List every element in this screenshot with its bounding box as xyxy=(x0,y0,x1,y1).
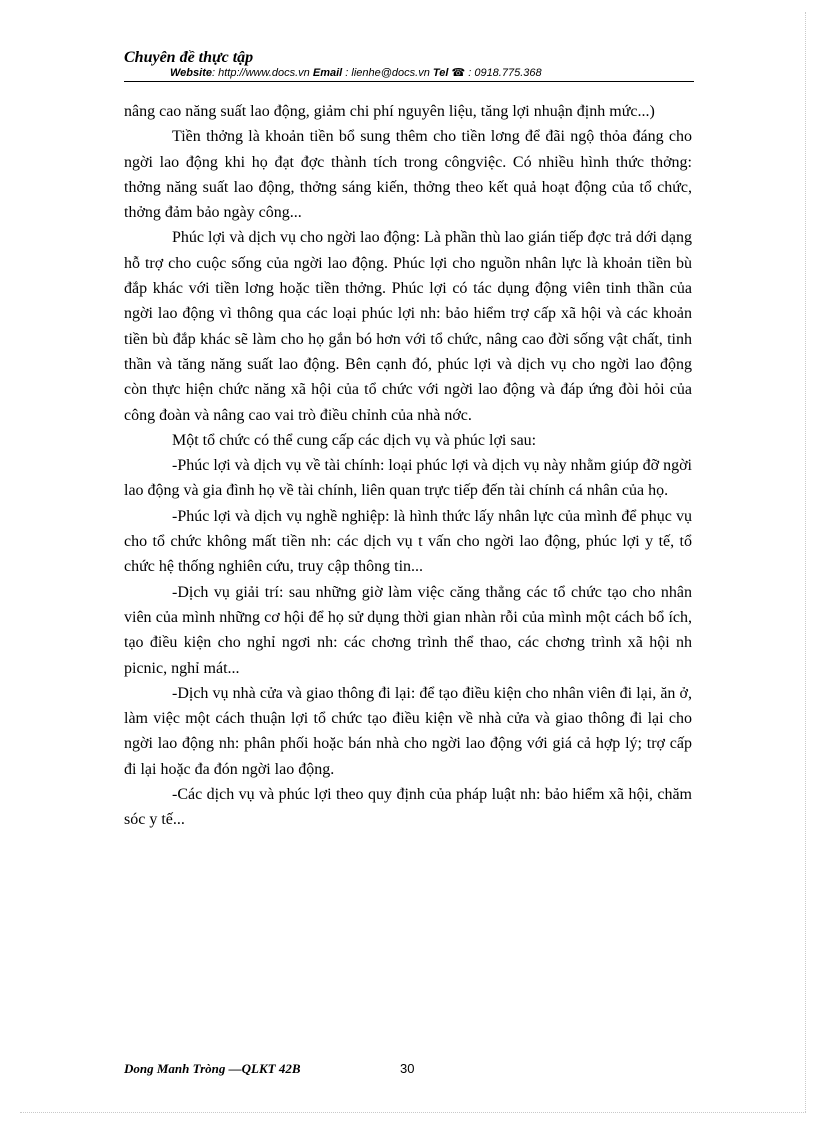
header-divider xyxy=(124,81,694,82)
footer-author: Dong Manh Tròng —QLKT 42B xyxy=(124,1061,301,1076)
email-value[interactable]: : lienhe@docs.vn xyxy=(342,67,430,79)
page-number: 30 xyxy=(400,1061,415,1076)
paragraph: -Các dịch vụ và phúc lợi theo quy định của pháp luật nh: bảo hiểm xã hội, chăm sóc y tế... xyxy=(124,786,692,829)
paragraph: Tiền thởng là khoản tiền bổ sung thêm cho tiền lơng để đãi ngộ thỏa đáng cho ngời lao động khi họ đạt đợc thành tích trong côngviệc. Có nhiều hình thức thởng: thởng năng suất lao động, thởng sáng kiến, thởng theo kết quả hoạt động của tổ chức, thởng đảm bảo ngày công... xyxy=(124,128,692,222)
page-header xyxy=(124,49,694,80)
paragraph: -Dịch vụ nhà cửa và giao thông đi lại: để tạo điều kiện cho nhân viên đi lại, ăn ở, làm việc một cách thuận lợi tổ chức tạo điều kiện về nhà cửa và giao thông đi lại cho ngời lao động nh: phân phối hoặc bán nhà cho ngời lao động với giá cả hợp lý; trợ cấp đi lại hoặc đa đón ngời lao động. xyxy=(124,684,692,778)
website-value[interactable]: : http://www.docs.vn xyxy=(211,67,310,79)
paragraph: -Phúc lợi và dịch vụ nghề nghiệp: là hình thức lấy nhân lực của mình để phục vụ cho tổ chức không mất tiền nh: các dịch vụ t vấn cho ngời lao động, phúc lợi y tế, tổ chức hệ thống nghiên cứu, truy cập thông tin... xyxy=(124,507,692,576)
paragraph: nâng cao năng suất lao động, giảm chi phí nguyên liệu, tăng lợi nhuận định mức...) xyxy=(124,103,655,120)
paragraph: -Dịch vụ giải trí: sau những giờ làm việc căng thẳng các tổ chức tạo cho nhân viên của mình những cơ hội để họ sử dụng thời gian nhàn rỗi của mình một cách bổ ích, tạo điều kiện cho nghỉ ngơi nh: các chơng trình thể thao, các chơng trình xã hội nh picnic, nghỉ mát... xyxy=(124,583,692,677)
paragraph: -Phúc lợi và dịch vụ về tài chính: loại phúc lợi và dịch vụ này nhằm giúp đỡ ngời lao động và gia đình họ về tài chính, liên quan trực tiếp đến tài chính cá nhân của họ. xyxy=(124,457,692,500)
page-footer xyxy=(124,1061,692,1077)
tel-value: ☎ : 0918.775.368 xyxy=(448,67,542,79)
paragraph: Phúc lợi và dịch vụ cho ngời lao động: Là phần thù lao gián tiếp đợc trả dới dạng hỗ trợ cho cuộc sống của ngời lao động. Phúc lợi cho nguồn nhân lực là khoản tiền bù đắp khác với tiền lơng hoặc tiền thởng. Phúc lợi có tác dụng động viên tinh thần của ngời lao động vì thông qua các loại phúc lợi nh: bảo hiểm trợ cấp xã hội và các khoản tiền bù đắp khác sẽ làm cho họ gắn bó hơn với tổ chức, nâng cao đời sống vật chất, tinh thần và tăng năng suất lao động. Bên cạnh đó, phúc lợi và dịch vụ cho ngời lao động còn thực hiện chức năng xã hội của tổ chức với ngời lao động và đáp ứng đòi hỏi của công đoàn và nâng cao vai trò điều chỉnh của nhà nớc. xyxy=(124,229,692,424)
page-border-right xyxy=(805,12,807,1112)
header-title: Chuyên đề thực tập xyxy=(124,49,254,66)
page-border-bottom xyxy=(20,1112,806,1114)
header-contact xyxy=(170,67,694,80)
email-label: Email xyxy=(312,67,343,79)
paragraph: Một tổ chức có thể cung cấp các dịch vụ và phúc lợi sau: xyxy=(172,431,537,449)
website-label: Website xyxy=(170,67,212,79)
tel-label: Tel xyxy=(432,67,449,79)
document-body xyxy=(124,99,692,833)
